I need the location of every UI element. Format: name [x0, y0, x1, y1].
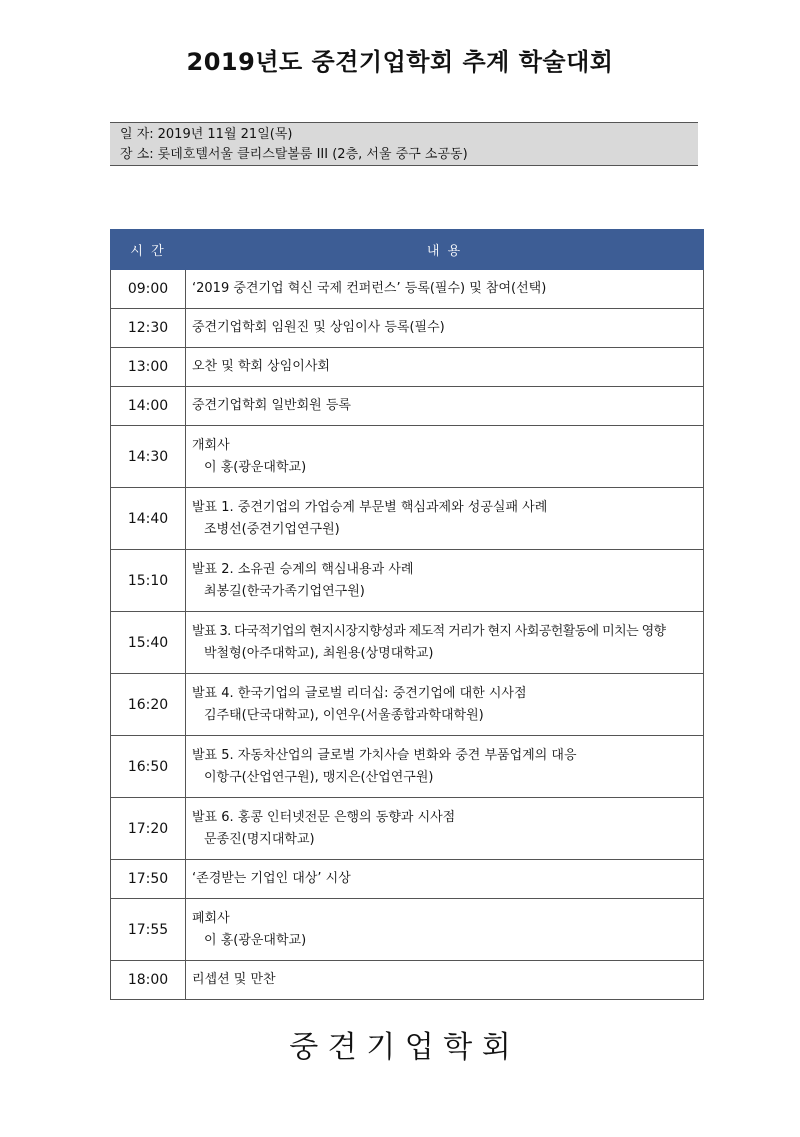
- row-content: [186, 550, 704, 612]
- row-line1: 중견기업학회 임원진 및 상임이사 등록(필수): [192, 320, 445, 335]
- row-time: 15:40: [111, 612, 186, 674]
- row-line1: 발표 6. 홍콩 인터넷전문 은행의 동향과 시사점: [192, 809, 456, 825]
- event-info-box: [110, 122, 698, 166]
- row-speaker: 김주태(단국대학교), 이연우(서울종합과학대학원): [204, 707, 484, 723]
- table-row: [111, 674, 704, 736]
- row-line1: 오찬 및 학회 상임이사회: [192, 359, 330, 374]
- row-line1: 발표 2. 소유권 승계의 핵심내용과 사례: [192, 561, 414, 577]
- row-line1: 리셉션 및 만찬: [192, 972, 276, 987]
- row-content: [186, 674, 704, 736]
- row-speaker: 조병선(중견기업연구원): [204, 521, 340, 537]
- table-row: [111, 426, 704, 488]
- row-line1: 폐회사: [192, 910, 230, 926]
- row-content: [186, 387, 704, 426]
- table-row: [111, 488, 704, 550]
- table-row: [111, 860, 704, 899]
- row-line1: ‘존경받는 기업인 대상’ 시상: [192, 871, 351, 886]
- row-content: [186, 736, 704, 798]
- row-time: 12:30: [111, 309, 186, 348]
- row-time: 13:00: [111, 348, 186, 387]
- row-speaker: 이항구(산업연구원), 맹지은(산업연구원): [204, 769, 434, 785]
- row-content: [186, 612, 704, 674]
- place-row: [120, 145, 688, 165]
- place-label: 장 소:: [120, 147, 154, 162]
- time-column-header: 시 간: [111, 230, 186, 270]
- content-column-header: 내 용: [186, 230, 704, 270]
- row-content: [186, 488, 704, 550]
- table-row: [111, 798, 704, 860]
- row-speaker: 이 홍(광운대학교): [204, 932, 307, 948]
- row-speaker: 이 홍(광운대학교): [204, 459, 307, 475]
- organization-footer: 중 견 기 업 학 회: [289, 1030, 511, 1065]
- schedule-table: [110, 229, 704, 1000]
- row-line1: ‘2019 중견기업 혁신 국제 컨퍼런스’ 등록(필수) 및 참여(선택): [192, 281, 547, 296]
- table-row: [111, 270, 704, 309]
- row-content: [186, 860, 704, 899]
- row-content: [186, 426, 704, 488]
- row-line1: 중견기업학회 일반회원 등록: [192, 398, 351, 413]
- row-speaker: 문종진(명지대학교): [204, 831, 315, 847]
- date-label: 일 자:: [120, 127, 154, 142]
- row-line1: 발표 3. 다국적기업의 현지시장지향성과 제도적 거리가 현지 사회공헌활동에 미치는 영향: [192, 623, 666, 639]
- row-time: 17:55: [111, 899, 186, 961]
- date-row: [120, 125, 688, 145]
- table-row: [111, 961, 704, 1000]
- row-line1: 발표 5. 자동차산업의 글로벌 가치사슬 변화와 중견 부품업계의 대응: [192, 747, 577, 763]
- row-line1: 발표 1. 중견기업의 가업승계 부문별 핵심과제와 성공실패 사례: [192, 499, 548, 515]
- date-value: 2019년 11월 21일(목): [157, 127, 293, 142]
- row-time: 16:20: [111, 674, 186, 736]
- row-time: 15:10: [111, 550, 186, 612]
- row-time: 18:00: [111, 961, 186, 1000]
- table-row: [111, 550, 704, 612]
- row-line1: 개회사: [192, 437, 230, 453]
- table-row: [111, 387, 704, 426]
- row-time: 09:00: [111, 270, 186, 309]
- row-time: 14:00: [111, 387, 186, 426]
- row-content: [186, 899, 704, 961]
- row-time: 17:50: [111, 860, 186, 899]
- table-row: [111, 309, 704, 348]
- place-value: 롯데호텔서울 클리스탈볼룸 III (2층, 서울 중구 소공동): [157, 147, 468, 162]
- row-time: 16:50: [111, 736, 186, 798]
- table-row: [111, 348, 704, 387]
- schedule-header-row: [111, 230, 704, 270]
- row-time: 14:30: [111, 426, 186, 488]
- document-title: 2019년도 중견기업학회 추계 학술대회: [186, 48, 614, 76]
- row-content: [186, 309, 704, 348]
- row-content: [186, 348, 704, 387]
- row-content: [186, 798, 704, 860]
- row-content: [186, 961, 704, 1000]
- row-speaker: 최봉길(한국가족기업연구원): [204, 583, 365, 599]
- table-row: [111, 612, 704, 674]
- row-content: [186, 270, 704, 309]
- row-time: 17:20: [111, 798, 186, 860]
- table-row: [111, 736, 704, 798]
- row-speaker: 박철형(아주대학교), 최원용(상명대학교): [204, 645, 434, 661]
- row-time: 14:40: [111, 488, 186, 550]
- row-line1: 발표 4. 한국기업의 글로벌 리더십: 중견기업에 대한 시사점: [192, 685, 527, 701]
- table-row: [111, 899, 704, 961]
